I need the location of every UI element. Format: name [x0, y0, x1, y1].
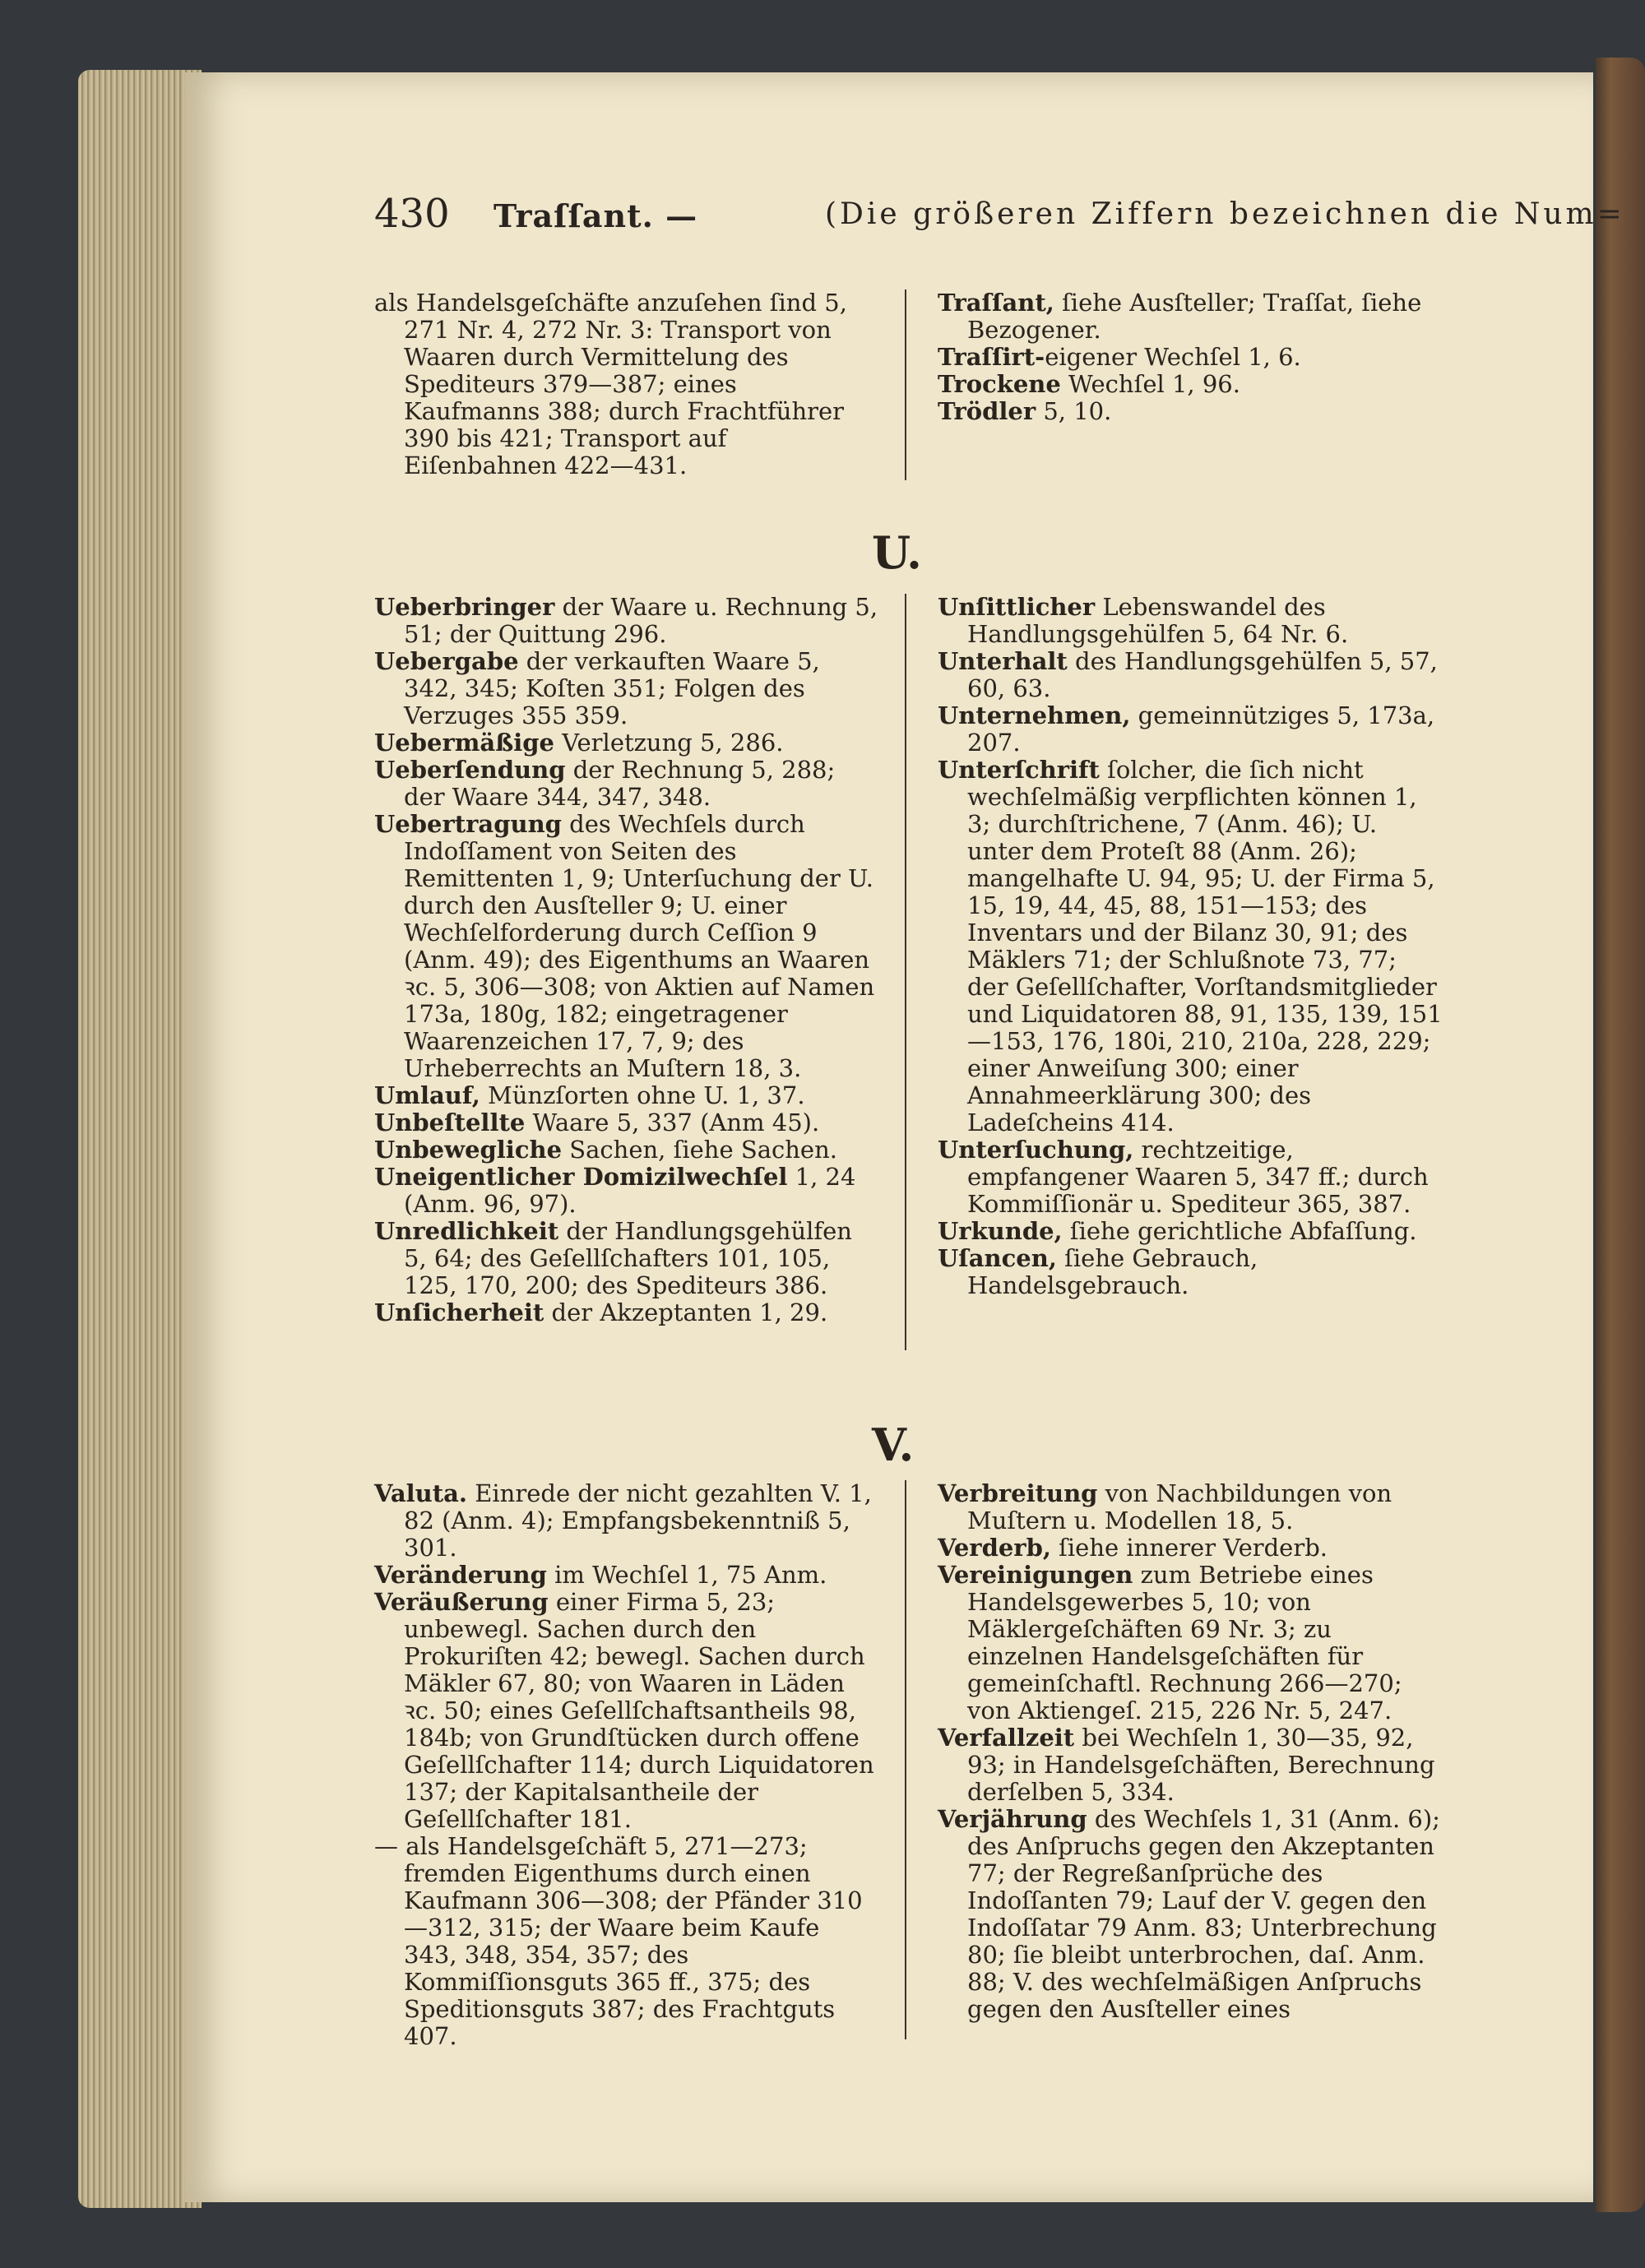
index-keyword: Uebermäßige — [374, 729, 555, 757]
index-references: der Rechnung 5, 288; der Waare 344, 347, 348. — [404, 756, 836, 811]
index-references: als Handelsgeſchäfte anzuſehen ſind 5, 271 Nr. 4, 272 Nr. 3: Transport von Waaren durch Vermittelung des Spediteurs 379—387; eines Kaufmanns 388; durch Frachtführer 390 bis 421; Transport auf Eiſenbahnen 422—431. — [374, 289, 847, 479]
index-entry — [938, 1724, 1443, 1806]
index-references: ſiehe Gebrauch, Handelsgebrauch. — [967, 1244, 1258, 1299]
header-note: (Die größeren Ziffern bezeichnen die Num= — [825, 197, 1625, 231]
index-keyword: Uneigentlicher Domizilwechſel — [374, 1163, 788, 1191]
page-header — [374, 191, 1645, 240]
section-u-left-column — [374, 594, 880, 1326]
index-entry — [938, 1218, 1443, 1245]
index-entry — [374, 1833, 880, 2050]
index-entry — [938, 1562, 1443, 1724]
index-references: — als Handelsgeſchäft 5, 271—273; fremden Eigenthums durch einen Kaufmann 306—308; der Pfänder 310—312, 315; der Waare beim Kaufe 343, 348, 354, 357; des Kommiſſionsguts 365 ff., 375; des Speditionsguts 387; des Frachtguts 407. — [374, 1832, 863, 2050]
column-divider — [905, 289, 906, 480]
running-head: Traſſant. — — [494, 197, 698, 234]
column-divider — [905, 1480, 906, 2039]
index-entry — [938, 398, 1443, 425]
index-entry — [374, 289, 880, 479]
index-entry — [374, 1109, 880, 1136]
book-page-edges — [78, 70, 202, 2208]
index-references: rechtzeitige, empfangener Waaren 5, 347 ff.; durch Kommiſſionär u. Spediteur 365, 387. — [967, 1136, 1429, 1218]
index-entry — [374, 1480, 880, 1562]
index-keyword: Valuta. — [374, 1479, 468, 1507]
index-references: der Waare u. Rechnung 5, 51; der Quittung 296. — [404, 593, 878, 648]
index-entry — [938, 1480, 1443, 1534]
index-references: des Handlungsgehülfen 5, 57, 60, 63. — [967, 647, 1438, 702]
index-keyword: Uebergabe — [374, 647, 519, 675]
index-keyword: Umlauf, — [374, 1081, 480, 1109]
index-keyword: Unbewegliche — [374, 1136, 563, 1164]
index-keyword: Unterſchrift — [938, 756, 1100, 784]
index-entry — [938, 371, 1443, 398]
index-entry — [938, 648, 1443, 702]
section-v-left-column — [374, 1480, 880, 2050]
index-references: 5, 10. — [1036, 397, 1112, 425]
index-entry — [374, 757, 880, 811]
index-entry — [938, 1136, 1443, 1218]
index-entry — [938, 594, 1443, 648]
index-references: ſiehe innerer Verderb. — [1050, 1534, 1328, 1562]
book-cover-edge — [1596, 58, 1645, 2212]
index-keyword: Unredlichkeit — [374, 1217, 559, 1245]
index-keyword: Uſancen, — [938, 1244, 1057, 1272]
index-entry — [374, 1136, 880, 1164]
index-keyword: Verjährung — [938, 1805, 1087, 1833]
index-entry — [374, 1299, 880, 1326]
index-entry — [374, 594, 880, 648]
index-references: Münzſorten ohne U. 1, 37. — [480, 1081, 805, 1109]
index-entry — [374, 1082, 880, 1109]
index-entry — [938, 757, 1443, 1136]
index-references: Verletzung 5, 286. — [554, 729, 784, 757]
section-v-right-column — [938, 1480, 1443, 2023]
index-references: ſiehe Ausſteller; Traſſat, ſiehe Bezogener. — [967, 289, 1422, 344]
index-references: des Wechſels durch Indoſſament von Seiten des Remittenten 1, 9; Unterſuchung der U. durch den Ausſteller 9; U. einer Wechſelforderung durch Ceſſion 9 (Anm. 49); des Eigenthums an Waaren ꝛc. 5, 306—308; von Aktien auf Namen 173a, 180g, 182; eingetragener Waarenzeichen 17, 7, 9; des Urheberrechts an Muſtern 18, 3. — [404, 810, 875, 1082]
index-entry — [374, 648, 880, 729]
section-t-right-column — [938, 289, 1443, 425]
index-keyword: Trockene — [938, 370, 1061, 398]
index-keyword: Verderb, — [938, 1534, 1051, 1562]
column-divider — [905, 594, 906, 1350]
index-references: bei Wechſeln 1, 30—35, 92, 93; in Handelsgeſchäften, Berechnung derſelben 5, 334. — [967, 1724, 1435, 1806]
index-keyword: Unſittlicher — [938, 593, 1096, 621]
index-references: Einrede der nicht gezahlten V. 1, 82 (Anm. 4); Empfangsbekenntniß 5, 301. — [404, 1479, 872, 1562]
index-entry — [938, 702, 1443, 757]
index-references: einer Firma 5, 23; unbewegl. Sachen durch den Prokuriſten 42; bewegl. Sachen durch Mäkler 67, 80; von Waaren in Läden ꝛc. 50; eines Geſellſchaftsantheils 98, 184b; von Grundſtücken durch offene Geſellſchafter 114; durch Liquidatoren 137; der Kapitalsantheile der Geſellſchafter 181. — [404, 1588, 874, 1833]
page-number: 430 — [374, 191, 450, 237]
index-keyword: Verbreitung — [938, 1479, 1098, 1507]
index-keyword: Vereinigungen — [938, 1561, 1133, 1589]
index-references: Wechſel 1, 96. — [1060, 370, 1240, 398]
index-references: der Handlungsgehülfen 5, 64; des Geſellſchafters 101, 105, 125, 170, 200; des Spediteurs 386. — [404, 1217, 852, 1299]
section-u-right-column — [938, 594, 1443, 1299]
index-entry — [938, 1245, 1443, 1299]
index-keyword: Unternehmen, — [938, 701, 1131, 729]
index-keyword: Traſſant, — [938, 289, 1054, 317]
index-references: der verkauften Waare 5, 342, 345; Koſten 351; Folgen des Verzuges 355 359. — [404, 647, 820, 729]
index-references: Sachen, ſiehe Sachen. — [562, 1136, 837, 1164]
index-keyword: Ueberſendung — [374, 756, 566, 784]
index-keyword: Unbeſtellte — [374, 1109, 526, 1136]
index-keyword: Unſicherheit — [374, 1298, 544, 1326]
index-keyword: Ueberbringer — [374, 593, 555, 621]
section-letter-v: V. — [872, 1419, 915, 1471]
index-references: eigener Wechſel 1, 6. — [1045, 343, 1301, 371]
index-entry — [374, 811, 880, 1082]
index-entry — [938, 344, 1443, 371]
index-references: ſolcher, die ſich nicht wechſelmäßig verpflichten können 1, 3; durchſtrichene, 7 (Anm. 46); U. unter dem Proteſt 88 (Anm. 26); mangelhafte U. 94, 95; U. der Firma 5, 15, 19, 44, 45, 88, 151—153; des Inventars und der Bilanz 30, 91; des Mäklers 71; der Schlußnote 73, 77; der Geſellſchafter, Vorſtandsmitglieder und Liquidatoren 88, 91, 135, 139, 151—153, 176, 180i, 210, 210a, 228, 229; einer Anweiſung 300; einer Annahmeerklärung 300; des Ladeſcheins 414. — [967, 756, 1443, 1136]
index-references: des Wechſels 1, 31 (Anm. 6); des Anſpruchs gegen den Akzeptanten 77; der Regreßanſprüche des Indoſſanten 79; Lauf der V. gegen den Indoſſatar 79 Anm. 83; Unterbrechung 80; ſie bleibt unterbrochen, daſ. Anm. 88; V. des wechſelmäßigen Anſpruchs gegen den Ausſteller eines — [967, 1805, 1440, 2023]
index-entry — [374, 729, 880, 757]
index-entry — [374, 1218, 880, 1299]
index-references: im Wechſel 1, 75 Anm. — [546, 1561, 827, 1589]
index-references: Waare 5, 337 (Anm 45). — [525, 1109, 820, 1136]
index-keyword: Uebertragung — [374, 810, 562, 838]
index-entry — [938, 289, 1443, 344]
index-references: zum Betriebe eines Handelsgewerbes 5, 10; von Mäklergeſchäften 69 Nr. 3; zu einzelnen Handelsgeſchäften für gemeinſchaftl. Rechnung 266—270; von Aktiengeſ. 215, 226 Nr. 5, 247. — [967, 1561, 1402, 1724]
section-letter-u: U. — [872, 526, 922, 579]
index-entry — [938, 1534, 1443, 1562]
index-keyword: Veräußerung — [374, 1588, 549, 1616]
index-references: Lebenswandel des Handlungsgehülfen 5, 64 Nr. 6. — [967, 593, 1349, 648]
index-references: ſiehe gerichtliche Abfaſſung. — [1062, 1217, 1417, 1245]
index-keyword: Verfallzeit — [938, 1724, 1075, 1752]
index-keyword: Veränderung — [374, 1561, 547, 1589]
index-entry — [374, 1589, 880, 1833]
section-t-left-column — [374, 289, 880, 479]
index-keyword: Urkunde, — [938, 1217, 1063, 1245]
index-keyword: Trödler — [938, 397, 1036, 425]
index-keyword: Unterhalt — [938, 647, 1068, 675]
index-references: 1, 24 (Anm. 96, 97). — [404, 1163, 856, 1218]
index-references: von Nachbildungen von Muſtern u. Modellen 18, 5. — [967, 1479, 1392, 1534]
index-keyword: Traſſirt- — [938, 343, 1045, 371]
index-entry — [938, 1806, 1443, 2023]
index-keyword: Unterſuchung, — [938, 1136, 1134, 1164]
index-entry — [374, 1562, 880, 1589]
index-references: gemeinnütziges 5, 173a, 207. — [967, 701, 1435, 757]
index-references: der Akzeptanten 1, 29. — [544, 1298, 828, 1326]
index-entry — [374, 1164, 880, 1218]
